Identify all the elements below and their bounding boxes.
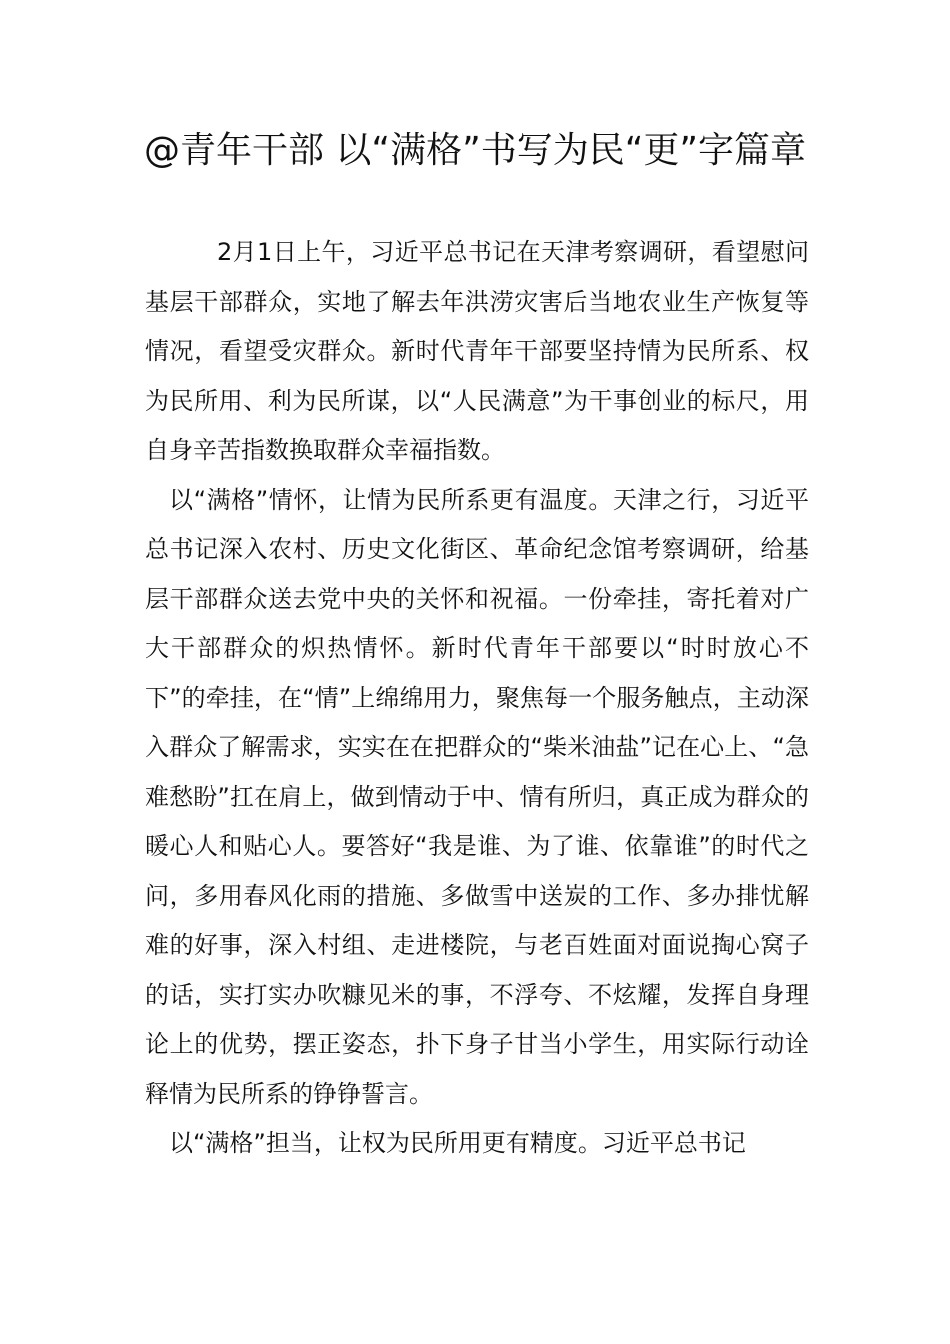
document-title: @青年干部 以“满格”书写为民“更”字篇章 <box>143 130 807 171</box>
paragraph-intro: 2月1日上午，习近平总书记在天津考察调研，看望慰问基层干部群众，实地了解去年洪涝灾害后当地农业生产恢复等情况，看望受灾群众。新时代青年干部要坚持情为民所系、权为民所用、利为民所谋，以“人民满意”为干事创业的标尺，用自身辛苦指数换取群众幸福指数。 <box>145 238 809 464</box>
paragraph-responsibility: 以“满格”担当，让权为民所用更有精度。习近平总书记 <box>169 1129 746 1157</box>
document-body <box>145 228 809 1169</box>
paragraph-sentiment: 以“满格”情怀，让情为民所系更有温度。天津之行，习近平总书记深入农村、历史文化街区、革命纪念馆考察调研，给基层干部群众送去党中央的关怀和祝福。一份牵挂，寄托着对广大干部群众的炽热情怀。新时代青年干部要以“时时放心不下”的牵挂，在“情”上绵绵用力，聚焦每一个服务触点，主动深入群众了解需求，实实在在把群众的“柴米油盐”记在心上、“急难愁盼”扛在肩上，做到情动于中、情有所归，真正成为群众的暖心人和贴心人。要答好“我是谁、为了谁、依靠谁”的时代之问，多用春风化雨的措施、多做雪中送炭的工作、多办排忧解难的好事，深入村组、走进楼院，与老百姓面对面说掏心窝子的话，实打实办吹糠见米的事，不浮夸、不炫耀，发挥自身理论上的优势，摆正姿态，扑下身子甘当小学生，用实际行动诠释情为民所系的铮铮誓言。 <box>145 485 809 1108</box>
